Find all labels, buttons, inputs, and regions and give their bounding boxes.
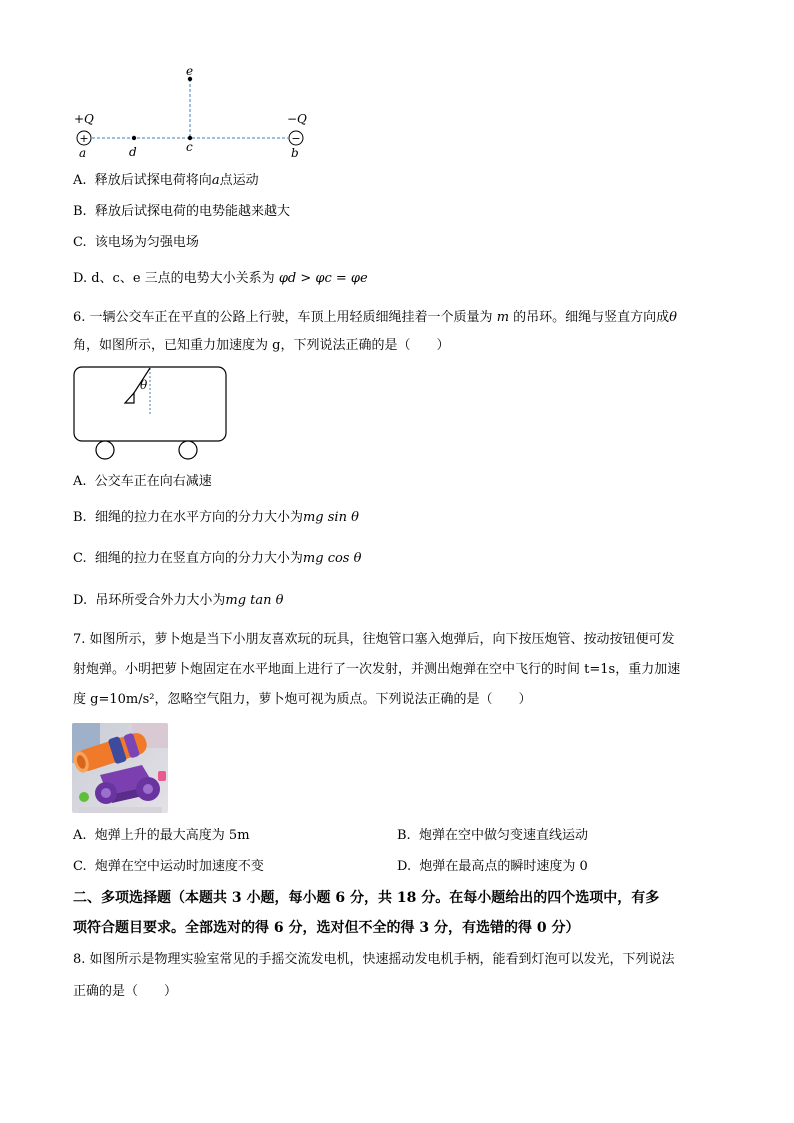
minus-symbol: − [291, 132, 301, 145]
q6-option-c[interactable]: C. 细绳的拉力在竖直方向的分力大小为mg cos θ [73, 551, 362, 566]
q6-option-a[interactable]: A. 公交车正在向右减速 [73, 474, 212, 489]
minus-charge-label: −Q [287, 112, 307, 126]
point-e-label: e [186, 64, 194, 78]
q7-option-a[interactable]: A. 炮弹上升的最大高度为 5m [73, 828, 250, 843]
q8-stem-line1: 8. 如图所示是物理实验室常见的手摇交流发电机，快速摇动发电机手柄，能看到灯泡可以发光，下列说法 [73, 952, 675, 967]
q5-option-a[interactable]: A. 释放后试探电荷将向a点运动 [73, 173, 259, 188]
angle-theta-label: θ [140, 378, 148, 392]
q6-stem-line1: 6. 一辆公交车正在平直的公路上行驶，车顶上用轻质细绳挂着一个质量为 m 的吊环。细绳与竖直方向成θ [73, 310, 677, 325]
section2-heading-line1: 二、多项选择题（本题共 3 小题，每小题 6 分，共 18 分。在每小题给出的四个选项中，有多 [73, 890, 660, 906]
point-d-label: d [129, 145, 137, 159]
section2-heading-line2: 项符合题目要求。全部选对的得 6 分，选对但不全的得 3 分，有选错的得 0 分） [73, 920, 580, 936]
q6-option-d[interactable]: D. 吊环所受合外力大小为mg tan θ [73, 593, 284, 608]
q5-option-c[interactable]: C. 该电场为匀强电场 [73, 235, 199, 250]
q8-stem-line2: 正确的是（ ） [73, 984, 178, 999]
q7-stem-line1: 7. 如图所示，萝卜炮是当下小朋友喜欢玩的玩具，往炮管口塞入炮弹后，向下按压炮管、按动按钮便可发 [73, 632, 675, 647]
q7-option-d[interactable]: D. 炮弹在最高点的瞬时速度为 0 [397, 859, 588, 874]
bus-figure [72, 366, 232, 462]
q5-option-b[interactable]: B. 释放后试探电荷的电势能越来越大 [73, 204, 290, 219]
plus-charge-label: +Q [74, 112, 94, 126]
q7-option-b[interactable]: B. 炮弹在空中做匀变速直线运动 [397, 828, 588, 843]
plus-symbol: + [79, 132, 89, 145]
q7-option-c[interactable]: C. 炮弹在空中运动时加速度不变 [73, 859, 264, 874]
q6-option-b[interactable]: B. 细绳的拉力在水平方向的分力大小为mg sin θ [73, 510, 359, 525]
point-a-label: a [79, 146, 87, 160]
q6-stem-line2: 角，如图所示，已知重力加速度为 g，下列说法正确的是（ ） [73, 338, 450, 353]
electric-field-figure [70, 62, 320, 162]
point-c-label: c [186, 140, 193, 154]
q7-stem-line2: 射炮弹。小明把萝卜炮固定在水平地面上进行了一次发射，并测出炮弹在空中飞行的时间 t=1s，重力加速 [73, 662, 681, 677]
q7-stem-line3: 度 g=10m/s²，忽略空气阻力，萝卜炮可视为质点。下列说法正确的是（ ） [73, 692, 532, 707]
point-b-label: b [291, 146, 299, 160]
toy-cannon-photo [72, 723, 168, 813]
q5-option-d[interactable]: D. d、c、e 三点的电势大小关系为 φd > φc = φe [73, 271, 368, 286]
